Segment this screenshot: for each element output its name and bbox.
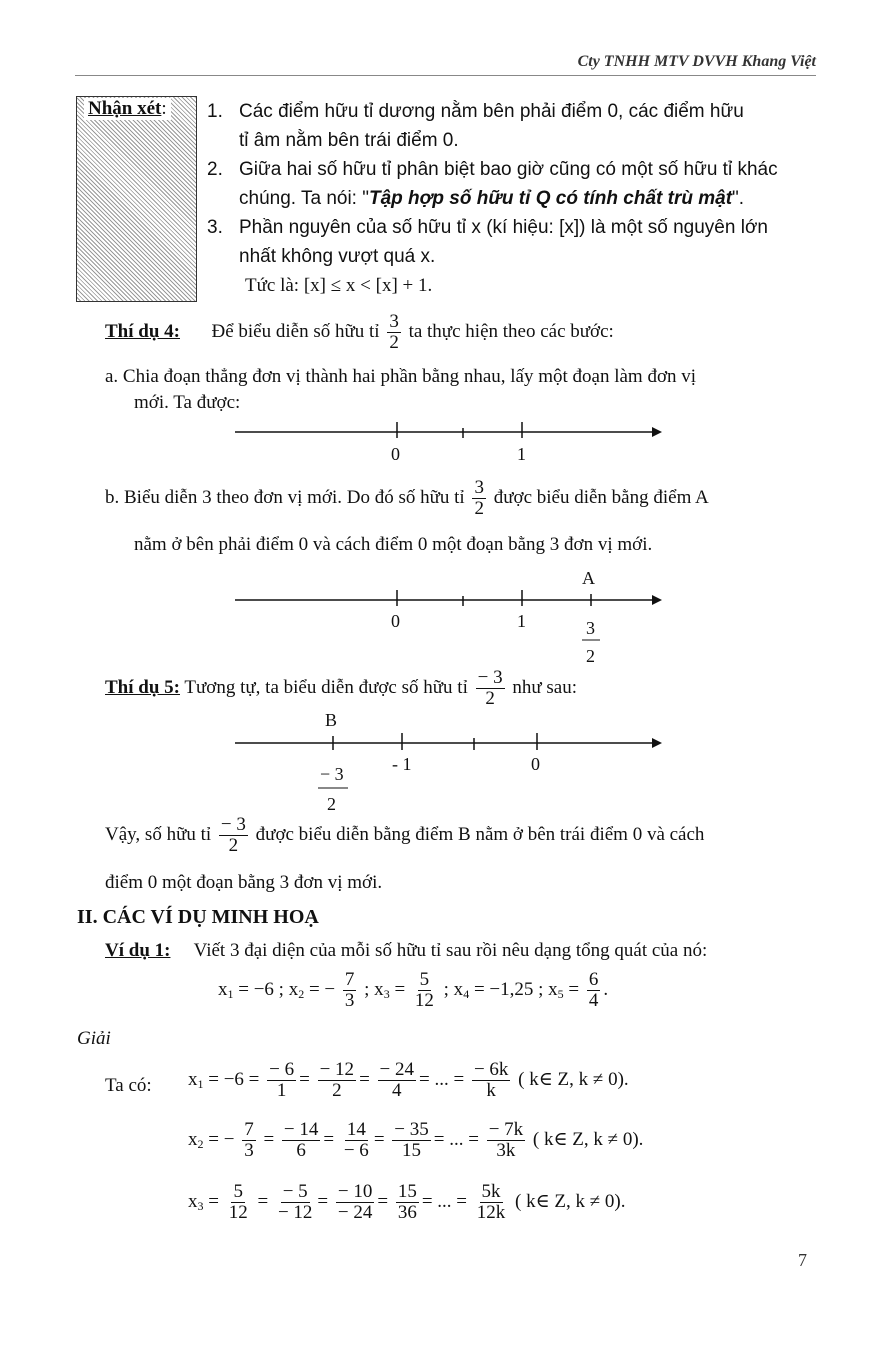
nhan-xet-label: Nhận xét: [84, 98, 171, 120]
frac-num: − 3 [320, 764, 344, 784]
vd5-conclusion-cont: điểm 0 một đoạn bằng 3 đơn vị mới. [105, 872, 383, 893]
page-number: 7 [798, 1250, 807, 1270]
tick-label-1: 1 [517, 611, 526, 631]
nhan-xet-list [207, 97, 817, 300]
vd5-line: Thí dụ 5: Tương tự, ta biểu diễn được số hữu tỉ $\frac{- 3}{2}$ như sau: [105, 667, 577, 709]
tick-label-0: 0 [391, 611, 400, 631]
giai-label: Giải [77, 1028, 111, 1049]
number-line-3 [230, 708, 670, 818]
fraction: $\frac{- 3}{2}$ [220, 814, 246, 856]
tick-label-neg1: - 1 [392, 754, 412, 774]
list-item: 1. Các điểm hữu tỉ dương nằm bên phải điểm 0, các điểm hữu [207, 101, 744, 122]
ta-co-label: Ta có: [105, 1075, 152, 1096]
point-label-A: A [582, 568, 595, 588]
list-item-cont: chúng. Ta nói: "Tập hợp số hữu tỉ Q có tính chất trù mật". [239, 188, 745, 209]
tuc-la: Tức là: [x] ≤ x < [x] + 1. [245, 275, 433, 296]
eq-x2: $x_2$ = − $\frac{7}{3}$ = $\frac{- 14}{6}$ = $\frac{14}{- 6}$ = $\frac{- 35}{15}$ = ... = $\frac{- 7k}{3k}$ ( k∈ Z, k ≠ 0). [188, 1119, 644, 1161]
list-item: 3. Phần nguyên của số hữu tỉ x (kí hiệu: [x]) là một số nguyên lớn [207, 217, 768, 238]
list-item-cont: nhất không vượt quá x. [239, 246, 436, 267]
hatched-box [76, 96, 197, 302]
eq-x3: $x_3$ = $\frac{5}{12}$ = $\frac{- 5}{- 12}$ = $\frac{- 10}{- 24}$ = $\frac{15}{36}$ = ... = $\frac{5k}{12k}$ ( k∈ Z, k ≠ 0). [188, 1181, 626, 1223]
vd5-conclusion: Vậy, số hữu tỉ $\frac{- 3}{2}$ được biểu diễn bằng điểm B nằm ở bên trái điểm 0 và cách [105, 814, 705, 856]
frac-num: 3 [586, 618, 595, 638]
tick-label-0: 0 [391, 444, 400, 464]
fraction: $\frac{3}{2}$ [389, 311, 399, 353]
vd4-b: b. Biểu diễn 3 theo đơn vị mới. Do đó số hữu tỉ $\frac{3}{2}$ được biểu diễn bằng điểm A [105, 477, 709, 519]
vd1-line: Ví dụ 1: Viết 3 đại diện của mỗi số hữu tỉ sau rồi nêu dạng tổng quát của nó: [105, 940, 708, 961]
tick-label-1: 1 [517, 444, 526, 464]
section-title: II. CÁC VÍ DỤ MINH HOẠ [77, 906, 319, 928]
vd4-line: Thí dụ 4: Để biểu diễn số hữu tỉ $\frac{3}{2}$ ta thực hiện theo các bước: [105, 311, 614, 353]
fraction: $\frac{- 3}{2}$ [477, 667, 503, 709]
vd1-givens: $x_1 = -6$ ; $x_2$ = − $\frac{7}{3}$ ; $x_3$ = $\frac{5}{12}$ ; $x_4 = -1,25$ ; $x_5$ = $\frac{6}{4}$ . [218, 969, 609, 1011]
fraction: $\frac{3}{2}$ [474, 477, 484, 519]
vd4-a: a. Chia đoạn thẳng đơn vị thành hai phần bằng nhau, lấy một đoạn làm đơn vị [105, 366, 697, 387]
running-header: Cty TNHH MTV DVVH Khang Việt [577, 53, 816, 70]
tick-label-0: 0 [531, 754, 540, 774]
number-line-2 [230, 566, 670, 670]
vd4-a-cont: mới. Ta được: [134, 392, 241, 413]
list-item-cont: tỉ âm nằm bên trái điểm 0. [239, 130, 459, 151]
frac-den: 2 [586, 646, 595, 666]
point-label-B: B [325, 710, 338, 730]
header-rule [75, 75, 816, 76]
frac-den: 2 [327, 794, 336, 814]
number-line-1 [230, 418, 670, 468]
vd4-b-cont: nằm ở bên phải điểm 0 và cách điểm 0 một đoạn bằng 3 đơn vị mới. [134, 534, 653, 555]
eq-x1: $x_1 = -6$ = $\frac{- 6}{1}$ = $\frac{- 12}{2}$ = $\frac{- 24}{4}$ = ... = $\frac{- 6k}{k}$ ( k∈ Z, k ≠ 0). [188, 1059, 629, 1101]
list-item: 2. Giữa hai số hữu tỉ phân biệt bao giờ cũng có một số hữu tỉ khác [207, 159, 778, 180]
